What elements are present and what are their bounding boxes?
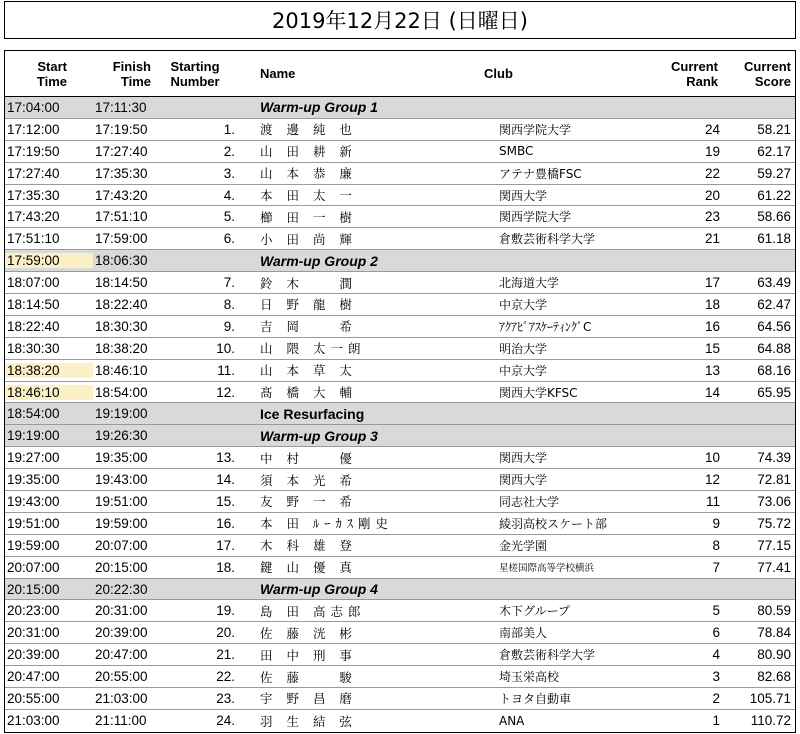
- current-rank: 17: [704, 275, 720, 291]
- table-body: [5, 97, 795, 732]
- current-score: 68.16: [757, 362, 791, 378]
- starting-number: 20.: [216, 625, 235, 641]
- start-time: 18:22:40: [7, 318, 60, 334]
- current-score: 61.18: [757, 231, 791, 247]
- start-time: 19:35:00: [7, 472, 60, 488]
- start-time: 19:59:00: [7, 537, 60, 553]
- current-score: 77.15: [757, 537, 791, 553]
- header-name: [239, 51, 484, 96]
- group-label: Warm-up Group 2: [260, 252, 378, 269]
- table-row: [5, 557, 795, 579]
- current-score: 64.56: [757, 318, 791, 334]
- start-time: 18:14:50: [7, 296, 60, 312]
- header-score-line1: Current: [744, 58, 791, 74]
- warmup-group-row: [5, 425, 795, 447]
- finish-time: 20:55:00: [95, 669, 148, 685]
- current-score: 73.06: [757, 493, 791, 509]
- current-score: 80.59: [757, 603, 791, 619]
- finish-time: 20:39:00: [95, 625, 148, 641]
- finish-time: 17:59:00: [95, 231, 148, 247]
- starting-number: 17.: [216, 537, 235, 553]
- current-rank: 3: [712, 669, 720, 685]
- current-score: 58.66: [757, 209, 791, 225]
- club-name: 金光学園: [499, 538, 548, 553]
- table-header: [5, 51, 795, 97]
- header-rank-line1: Current: [671, 58, 718, 74]
- resurfacing-label: Ice Resurfacing: [260, 405, 365, 422]
- club-name: トヨタ自動車: [499, 691, 572, 706]
- table-row: [5, 600, 795, 622]
- club-name: 関西大学: [499, 473, 548, 488]
- starting-number: 23.: [216, 690, 235, 706]
- current-score: 78.84: [757, 625, 791, 641]
- starting-number: 7.: [223, 275, 235, 291]
- finish-time: 18:30:30: [95, 318, 148, 334]
- skater-name: 佐 藤 洸 彬: [260, 625, 357, 641]
- starting-number: 5.: [223, 209, 235, 225]
- finish-time: 19:59:00: [95, 515, 148, 531]
- finish-time: 17:51:10: [95, 209, 148, 225]
- current-rank: 8: [712, 537, 720, 553]
- table-row: [5, 491, 795, 513]
- skater-name: 小 田 尚 輝: [260, 231, 357, 247]
- finish-time: 21:11:00: [95, 713, 147, 729]
- header-club: [484, 51, 639, 96]
- current-rank: 6: [712, 625, 720, 641]
- current-rank: 23: [704, 209, 720, 225]
- table-row: [5, 688, 795, 710]
- finish-time: 17:27:40: [95, 143, 148, 159]
- club-name: 関西大学: [499, 451, 548, 466]
- finish-time: 19:35:00: [95, 450, 148, 466]
- header-finish-time: [71, 51, 155, 96]
- starting-number: 9.: [223, 318, 235, 334]
- starting-number: 10.: [216, 340, 235, 356]
- finish-time: 19:43:00: [95, 472, 148, 488]
- table-row: [5, 535, 795, 557]
- current-rank: 10: [704, 450, 720, 466]
- finish-time: 20:22:30: [95, 581, 148, 597]
- start-time: 19:19:00: [7, 428, 60, 444]
- current-score: 72.81: [757, 472, 791, 488]
- club-name: 関西大学: [499, 188, 548, 203]
- current-score: 61.22: [757, 187, 791, 203]
- skater-name: 本 田 ﾙｰｶｽ剛史: [260, 516, 393, 532]
- current-rank: 5: [712, 603, 720, 619]
- starting-number: 18.: [216, 559, 235, 575]
- club-name: 木下グループ: [499, 604, 571, 619]
- start-time: 17:27:40: [7, 165, 60, 181]
- table-row: [5, 622, 795, 644]
- skater-name: 島 田 高志郎: [260, 603, 366, 619]
- starting-number: 2.: [223, 143, 235, 159]
- header-score-line2: Score: [754, 73, 791, 89]
- starting-number: 14.: [216, 472, 235, 488]
- start-time: 20:31:00: [7, 625, 60, 641]
- table-row: [5, 163, 795, 185]
- start-time: 20:55:00: [7, 690, 60, 706]
- current-score: 74.39: [757, 450, 791, 466]
- current-rank: 9: [712, 515, 720, 531]
- finish-time: 19:26:30: [95, 428, 148, 444]
- finish-time: 18:22:40: [95, 296, 148, 312]
- club-name: 星槎国際高等学校横浜: [499, 563, 595, 575]
- current-rank: 24: [704, 121, 720, 137]
- warmup-group-row: [5, 579, 795, 601]
- header-current-rank: [639, 51, 722, 96]
- club-name: ANA: [499, 713, 525, 728]
- finish-time: 18:54:00: [95, 384, 148, 400]
- start-time: 19:51:00: [7, 515, 60, 531]
- skater-name: 田 中 刑 事: [260, 647, 357, 663]
- table-row: [5, 666, 795, 688]
- start-time: 21:03:00: [7, 713, 60, 729]
- group-label: Warm-up Group 4: [260, 581, 378, 598]
- group-label: Warm-up Group 3: [260, 427, 378, 444]
- table-row: [5, 710, 795, 732]
- skater-name: 渡 邊 純 也: [260, 122, 357, 138]
- header-club-label: Club: [484, 66, 513, 81]
- starting-number: 19.: [216, 603, 235, 619]
- finish-time: 20:47:00: [95, 647, 148, 663]
- start-time: 17:59:00: [5, 253, 93, 268]
- skater-name: 本 田 太 一: [260, 188, 357, 203]
- starting-number: 15.: [216, 493, 235, 509]
- club-name: ｱｸｱﾋﾟｱｽｹｰﾃｨﾝｸﾞC: [499, 319, 592, 334]
- finish-time: 20:15:00: [95, 559, 148, 575]
- table-row: [5, 469, 795, 491]
- header-number-line2: Number: [170, 73, 220, 89]
- skater-name: 山 隈 太一朗: [260, 341, 366, 357]
- finish-time: 18:38:20: [95, 340, 148, 356]
- start-time: 18:07:00: [7, 275, 60, 291]
- starting-number: 4.: [223, 187, 235, 203]
- schedule-table: [4, 50, 796, 733]
- header-starting-number: [155, 51, 239, 96]
- starting-number: 1.: [223, 121, 235, 137]
- start-time: 17:35:30: [7, 187, 60, 203]
- current-score: 59.27: [757, 165, 791, 181]
- club-name: 関西学院大学: [499, 122, 572, 137]
- current-rank: 13: [704, 362, 720, 378]
- start-time: 20:39:00: [7, 647, 60, 663]
- club-name: 中京大学: [499, 297, 548, 312]
- current-score: 62.17: [757, 143, 791, 159]
- start-time: 20:47:00: [7, 669, 60, 685]
- table-row: [5, 119, 795, 141]
- finish-time: 18:06:30: [95, 253, 148, 269]
- start-time: 18:54:00: [7, 406, 60, 422]
- group-label: Warm-up Group 1: [260, 99, 378, 116]
- finish-time: 18:46:10: [95, 362, 148, 378]
- current-rank: 20: [704, 187, 720, 203]
- table-row: [5, 316, 795, 338]
- warmup-group-row: [5, 97, 795, 119]
- start-time: 17:51:10: [7, 231, 60, 247]
- starting-number: 12.: [216, 384, 235, 400]
- skater-name: 友 野 一 希: [260, 494, 357, 510]
- current-rank: 2: [712, 690, 720, 706]
- page-title: 2019年12月22日 (日曜日): [4, 1, 796, 39]
- current-rank: 15: [704, 340, 720, 356]
- table-row: [5, 447, 795, 469]
- starting-number: 13.: [216, 450, 235, 466]
- skater-name: 羽 生 結 弦: [260, 713, 357, 729]
- club-name: 中京大学: [499, 363, 548, 378]
- start-time: 17:19:50: [7, 143, 60, 159]
- skater-name: 鍵 山 優 真: [260, 560, 357, 576]
- warmup-group-row: [5, 250, 795, 272]
- starting-number: 6.: [223, 231, 235, 247]
- table-row: [5, 360, 795, 382]
- starting-number: 24.: [216, 713, 235, 729]
- club-name: 倉敷芸術科学大学: [499, 648, 596, 663]
- finish-time: 20:07:00: [95, 537, 148, 553]
- table-row: [5, 294, 795, 316]
- table-row: [5, 206, 795, 228]
- header-number-line1: Starting: [170, 58, 220, 74]
- skater-name: 宇 野 昌 磨: [260, 691, 357, 707]
- club-name: アテナ豊橋FSC: [499, 166, 582, 181]
- header-start-line1: Start: [37, 58, 67, 74]
- header-finish-line1: Finish: [112, 58, 151, 74]
- start-time: 18:30:30: [7, 340, 60, 356]
- resurfacing-row: [5, 403, 795, 425]
- current-score: 110.72: [750, 713, 791, 729]
- skater-name: 中 村 優: [260, 450, 357, 466]
- club-name: 綾羽高校スケート部: [499, 516, 608, 531]
- current-rank: 11: [705, 493, 720, 509]
- current-rank: 21: [704, 231, 720, 247]
- starting-number: 21.: [216, 647, 235, 663]
- skater-name: 佐 藤 駿: [260, 669, 357, 685]
- starting-number: 3.: [223, 165, 235, 181]
- start-time: 17:43:20: [7, 209, 60, 225]
- current-rank: 16: [704, 318, 720, 334]
- current-rank: 14: [704, 384, 720, 400]
- header-start-time: [5, 51, 71, 96]
- skater-name: 鈴 木 潤: [260, 275, 357, 291]
- start-time: 20:23:00: [7, 603, 60, 619]
- current-score: 62.47: [757, 296, 791, 312]
- finish-time: 17:35:30: [95, 165, 148, 181]
- current-score: 63.49: [757, 275, 791, 291]
- club-name: 北海道大学: [499, 276, 560, 291]
- start-time: 17:12:00: [7, 121, 60, 137]
- skater-name: 山 本 恭 廉: [260, 166, 357, 182]
- finish-time: 21:03:00: [95, 690, 148, 706]
- current-score: 65.95: [757, 384, 791, 400]
- club-name: 同志社大学: [499, 494, 560, 509]
- table-row: [5, 644, 795, 666]
- table-row: [5, 272, 795, 294]
- finish-time: 17:19:50: [95, 121, 148, 137]
- starting-number: 8.: [223, 296, 235, 312]
- start-time: 18:38:20: [5, 363, 93, 378]
- skater-name: 吉 岡 希: [260, 319, 357, 335]
- table-row: [5, 338, 795, 360]
- starting-number: 11.: [217, 362, 235, 378]
- current-score: 82.68: [757, 669, 791, 685]
- current-score: 58.21: [757, 121, 791, 137]
- skater-name: 山 本 草 太: [260, 363, 357, 379]
- finish-time: 19:19:00: [95, 406, 148, 422]
- club-name: 埼玉栄高校: [499, 670, 560, 685]
- start-time: 19:43:00: [7, 493, 60, 509]
- club-name: 南部美人: [499, 626, 548, 641]
- current-score: 105.71: [749, 690, 791, 706]
- club-name: 関西大学KFSC: [499, 385, 578, 400]
- start-time: 19:27:00: [7, 450, 60, 466]
- current-rank: 12: [704, 472, 720, 488]
- current-rank: 1: [712, 713, 720, 729]
- current-rank: 18: [704, 296, 720, 312]
- club-name: SMBC: [499, 144, 534, 159]
- current-rank: 19: [704, 143, 720, 159]
- finish-time: 20:31:00: [95, 603, 148, 619]
- skater-name: 山 田 耕 新: [260, 144, 357, 160]
- club-name: 倉敷芸術科学大学: [499, 232, 596, 247]
- club-name: 関西学院大学: [499, 210, 572, 225]
- skater-name: 須 本 光 希: [260, 472, 357, 488]
- finish-time: 17:43:20: [95, 187, 148, 203]
- header-finish-line2: Time: [120, 73, 151, 89]
- table-row: [5, 513, 795, 535]
- table-row: [5, 185, 795, 207]
- header-rank-line2: Rank: [686, 73, 718, 89]
- starting-number: 16.: [216, 515, 235, 531]
- table-row: [5, 141, 795, 163]
- skater-name: 櫛 田 一 樹: [260, 209, 357, 225]
- header-start-line2: Time: [36, 73, 67, 89]
- current-score: 80.90: [757, 647, 791, 663]
- table-row: [5, 228, 795, 250]
- current-score: 75.72: [757, 515, 791, 531]
- current-rank: 4: [712, 647, 720, 663]
- finish-time: 17:11:30: [95, 99, 147, 115]
- skater-name: 髙 橋 大 輔: [260, 385, 357, 401]
- finish-time: 18:14:50: [95, 275, 148, 291]
- current-score: 64.88: [757, 340, 791, 356]
- table-row: [5, 382, 795, 404]
- skater-name: 木 科 雄 登: [260, 538, 357, 554]
- current-rank: 22: [704, 165, 720, 181]
- header-name-label: Name: [260, 66, 296, 81]
- start-time: 17:04:00: [7, 99, 60, 115]
- club-name: 明治大学: [499, 341, 548, 356]
- starting-number: 22.: [216, 669, 235, 685]
- current-score: 77.41: [757, 559, 791, 575]
- start-time: 18:46:10: [5, 385, 93, 400]
- skater-name: 日 野 龍 樹: [260, 297, 357, 313]
- finish-time: 19:51:00: [95, 493, 148, 509]
- start-time: 20:15:00: [7, 581, 60, 597]
- start-time: 20:07:00: [7, 559, 60, 575]
- current-rank: 7: [712, 559, 720, 575]
- header-current-score: [722, 51, 795, 96]
